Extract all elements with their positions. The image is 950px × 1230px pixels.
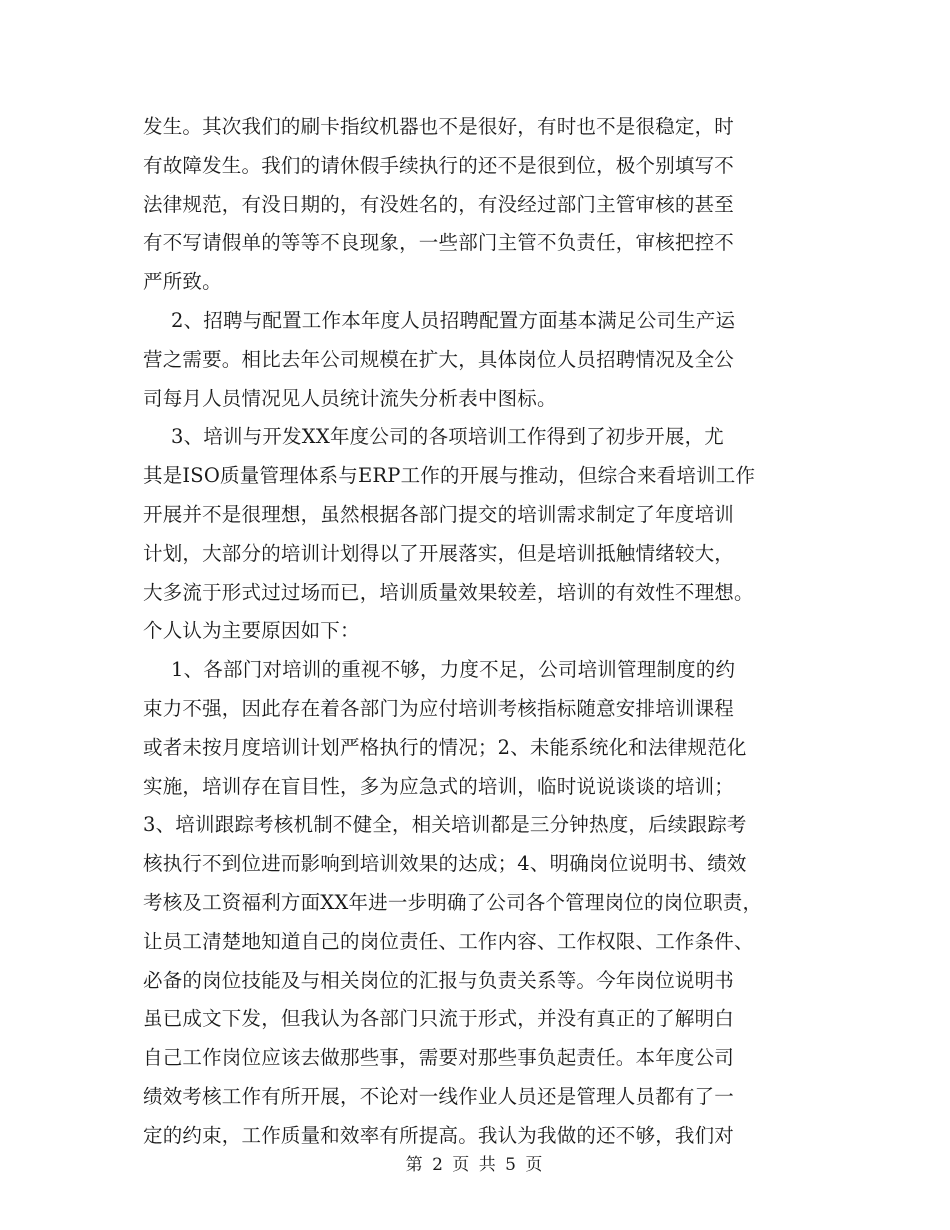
text-line: 法律规范，有没日期的，有没姓名的，有没经过部门主管审核的甚至 bbox=[143, 192, 735, 216]
text-line: 其是ISO质量管理体系与ERP工作的开展与推动，但综合来看培训工作 bbox=[143, 464, 756, 488]
text-line: 自己工作岗位应该去做那些事，需要对那些事负起责任。本年度公司 bbox=[143, 1046, 735, 1070]
text-line: 让员工清楚地知道自己的岗位责任、工作内容、工作权限、工作条件、 bbox=[143, 929, 754, 953]
text-line: 考核及工资福利方面XX年进一步明确了公司各个管理岗位的岗位职责， bbox=[143, 890, 763, 914]
text-line: 开展并不是很理想，虽然根据各部门提交的培训需求制定了年度培训 bbox=[143, 502, 735, 526]
text-line: 有故障发生。我们的请休假手续执行的还不是很到位，极个别填写不 bbox=[143, 153, 735, 177]
text-line: 司每月人员情况见人员统计流失分析表中图标。 bbox=[143, 386, 557, 410]
text-line: 束力不强，因此存在着各部门为应付培训考核指标随意安排培训课程 bbox=[143, 696, 735, 720]
text-line: 核执行不到位进而影响到培训效果的达成；4、明确岗位说明书、绩效 bbox=[143, 852, 747, 876]
text-line: 3、培训跟踪考核机制不健全，相关培训都是三分钟热度，后续跟踪考 bbox=[143, 813, 747, 837]
text-line: 营之需要。相比去年公司规模在扩大，具体岗位人员招聘情况及全公 bbox=[143, 347, 735, 371]
text-line: 必备的岗位技能及与相关岗位的汇报与负责关系等。今年岗位说明书 bbox=[143, 968, 735, 992]
text-line: 绩效考核工作有所开展，不论对一线作业人员还是管理人员都有了一 bbox=[143, 1084, 735, 1108]
text-line: 定的约束，工作质量和效率有所提高。我认为我做的还不够，我们对 bbox=[143, 1123, 735, 1147]
text-line: 3、培训与开发XX年度公司的各项培训工作得到了初步开展，尤 bbox=[171, 425, 724, 449]
text-line: 个人认为主要原因如下： bbox=[143, 619, 360, 643]
text-line: 2、招聘与配置工作本年度人员招聘配置方面基本满足公司生产运 bbox=[171, 308, 736, 332]
text-line: 实施，培训存在盲目性，多为应急式的培训，临时说说谈谈的培训； bbox=[143, 774, 735, 798]
text-line: 1、各部门对培训的重视不够，力度不足，公司培训管理制度的约 bbox=[171, 658, 736, 682]
text-line: 或者未按月度培训计划严格执行的情况；2、未能系统化和法律规范化 bbox=[143, 735, 747, 759]
text-line: 大多流于形式过过场而已，培训质量效果较差，培训的有效性不理想。 bbox=[143, 580, 754, 604]
text-line: 发生。其次我们的刷卡指纹机器也不是很好，有时也不是很稳定，时 bbox=[143, 115, 735, 138]
text-line: 虽已成文下发，但我认为各部门只流于形式，并没有真正的了解明白 bbox=[143, 1007, 735, 1031]
text-line: 有不写请假单的等等不良现象，一些部门主管不负责任，审核把控不 bbox=[143, 231, 735, 255]
page-number-footer: 第 2 页 共 5 页 bbox=[405, 1155, 545, 1175]
body-text bbox=[143, 108, 815, 1156]
text-line: 计划，大部分的培训计划得以了开展落实，但是培训抵触情绪较大， bbox=[143, 541, 735, 565]
text-line: 严所致。 bbox=[143, 270, 222, 294]
